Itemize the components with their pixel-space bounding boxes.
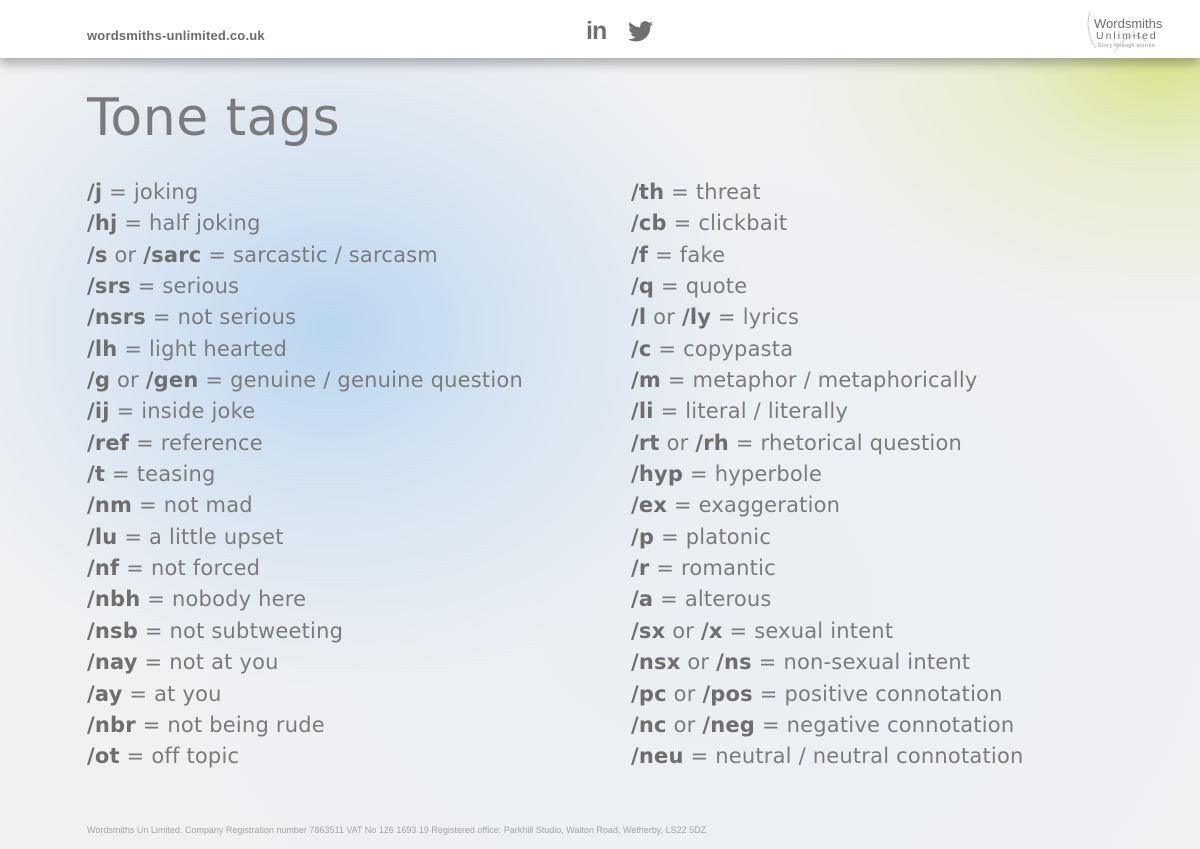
tone-tag-row	[631, 524, 1024, 555]
tone-tag-row	[87, 555, 523, 586]
tag-code: /r	[631, 556, 650, 581]
tag-code: /hyp	[631, 462, 684, 487]
equals-sign: =	[661, 524, 679, 549]
tag-code: /rh	[695, 430, 729, 455]
tag-code: /sx	[631, 618, 666, 643]
equals-sign: =	[205, 368, 224, 393]
tag-code: /a	[631, 587, 654, 612]
tag-meaning: not serious	[177, 305, 297, 330]
tag-code: /t	[87, 462, 106, 487]
tag-meaning: a little upset	[149, 524, 284, 549]
tag-code: /nsx	[631, 650, 681, 675]
tag-code: /nm	[87, 493, 133, 518]
tone-tag-row	[87, 743, 523, 774]
tag-list-left	[87, 179, 523, 775]
social-links	[586, 18, 653, 44]
tone-tag-row	[87, 712, 523, 743]
tone-tag-row	[631, 210, 1024, 241]
tag-meaning: exaggeration	[698, 493, 841, 518]
equals-sign: =	[126, 744, 145, 769]
tag-meaning: not at you	[169, 650, 279, 675]
equals-sign: =	[137, 274, 156, 299]
tag-meaning: inside joke	[141, 399, 256, 424]
tag-meaning: alterous	[684, 587, 772, 612]
tag-code: /gen	[145, 368, 199, 393]
tone-tag-row	[631, 743, 1024, 774]
equals-sign: =	[124, 524, 143, 549]
tone-tag-row	[631, 398, 1024, 429]
tag-code: /th	[631, 180, 665, 204]
equals-sign: =	[129, 681, 148, 706]
tag-code: /q	[631, 274, 655, 299]
equals-sign: =	[735, 430, 754, 455]
tag-meaning: reference	[160, 430, 263, 455]
tone-tag-row	[87, 430, 523, 461]
or-separator: or	[666, 430, 689, 455]
equals-sign: =	[690, 462, 708, 487]
tag-meaning: nobody here	[171, 587, 307, 612]
tag-code: /nbh	[87, 587, 141, 612]
tone-tag-row	[631, 336, 1024, 367]
or-separator: or	[653, 305, 676, 330]
tag-meaning: negative connotation	[786, 712, 1015, 737]
tag-meaning: clickbait	[698, 211, 788, 236]
tone-tag-row	[87, 618, 523, 649]
tag-code: /nsrs	[87, 305, 146, 330]
tag-meaning: joking	[133, 180, 199, 204]
or-separator: or	[673, 712, 696, 737]
tone-tag-row	[631, 367, 1024, 398]
equals-sign: =	[729, 618, 748, 643]
tag-code: /ij	[87, 399, 110, 424]
tag-code: /pos	[702, 681, 753, 706]
tag-code: /ly	[681, 305, 712, 330]
tone-tag-row	[631, 712, 1024, 743]
tag-meaning: sexual intent	[754, 618, 894, 643]
tag-code: /cb	[631, 211, 667, 236]
tone-tag-row	[87, 649, 523, 680]
tone-tag-row	[631, 681, 1024, 712]
equals-sign: =	[667, 368, 686, 393]
equals-sign: =	[661, 274, 679, 299]
tag-meaning: sarcastic / sarcasm	[232, 242, 438, 267]
tone-tag-row	[87, 586, 523, 617]
tag-meaning: copypasta	[683, 336, 794, 361]
tone-tag-row	[631, 586, 1024, 617]
or-separator: or	[117, 368, 139, 393]
tag-code: /ns	[716, 650, 752, 675]
or-separator: or	[687, 650, 710, 675]
tone-tag-row	[631, 618, 1024, 649]
tag-code: /srs	[87, 274, 131, 299]
tag-code: /x	[701, 618, 723, 643]
tag-meaning: rhetorical question	[760, 430, 962, 455]
tag-meaning: at you	[154, 681, 222, 706]
tag-code: /nay	[87, 650, 138, 675]
tag-code: /ref	[87, 430, 130, 455]
equals-sign: =	[152, 305, 171, 330]
equals-sign: =	[671, 180, 689, 204]
tag-code: /sarc	[143, 242, 202, 267]
tag-code: /ex	[631, 493, 668, 518]
tag-code: /ay	[87, 681, 123, 706]
tone-tag-row	[87, 304, 523, 335]
tag-code: /ot	[87, 744, 120, 769]
equals-sign: =	[124, 336, 143, 361]
tag-code: /nsb	[87, 618, 138, 643]
tone-tag-row	[87, 210, 523, 241]
tag-meaning: positive connotation	[784, 681, 1003, 706]
tone-tag-row	[631, 304, 1024, 335]
tag-meaning: neutral / neutral connotation	[715, 744, 1024, 769]
tag-meaning: platonic	[685, 524, 772, 549]
tone-tag-row	[631, 273, 1024, 304]
tag-code: /s	[87, 242, 108, 267]
tone-tag-row	[87, 524, 523, 555]
equals-sign: =	[124, 211, 143, 236]
equals-sign: =	[690, 744, 709, 769]
equals-sign: =	[147, 587, 166, 612]
equals-sign: =	[758, 650, 777, 675]
equals-sign: =	[144, 618, 163, 643]
linkedin-icon[interactable]: in	[586, 17, 607, 45]
header-bar	[0, 0, 1200, 58]
or-separator: or	[672, 618, 695, 643]
tag-meaning: not mad	[163, 493, 253, 518]
tag-code: /lh	[87, 336, 118, 361]
tag-meaning: non-sexual intent	[783, 650, 971, 675]
tag-meaning: not being rude	[167, 712, 325, 737]
tone-tag-row	[631, 430, 1024, 461]
equals-sign: =	[142, 712, 161, 737]
equals-sign: =	[673, 211, 692, 236]
logo-line2: Unlimited	[1096, 30, 1158, 42]
site-url-link[interactable]: wordsmiths-unlimited.co.uk	[87, 28, 265, 43]
tone-tag-row	[87, 179, 523, 210]
equals-sign: =	[673, 493, 692, 518]
tag-code: /p	[631, 524, 655, 549]
equals-sign: =	[658, 336, 677, 361]
tag-meaning: literal / literally	[685, 399, 849, 424]
tone-tag-row	[87, 461, 523, 492]
equals-sign: =	[126, 556, 145, 581]
tag-code: /neu	[631, 744, 684, 769]
tag-meaning: light hearted	[149, 336, 288, 361]
tag-code: /pc	[631, 681, 667, 706]
tone-tag-row	[631, 492, 1024, 523]
tag-code: /g	[87, 368, 111, 393]
tag-code: /li	[631, 399, 654, 424]
tag-meaning: not subtweeting	[169, 618, 344, 643]
equals-sign: =	[109, 180, 127, 204]
equals-sign: =	[655, 242, 673, 267]
tag-code: /f	[631, 242, 649, 267]
tag-meaning: off topic	[151, 744, 240, 769]
tag-meaning: fake	[679, 242, 726, 267]
tag-list-right	[631, 179, 1024, 775]
equals-sign: =	[139, 493, 157, 518]
tag-meaning: teasing	[136, 462, 216, 487]
tone-tag-row	[87, 367, 523, 398]
tag-code: /neg	[702, 712, 756, 737]
tone-tag-row	[631, 649, 1024, 680]
tone-tag-row	[631, 461, 1024, 492]
tone-tag-row	[87, 398, 523, 429]
tone-tag-row	[87, 242, 523, 273]
equals-sign: =	[759, 681, 778, 706]
tone-tag-row	[631, 555, 1024, 586]
tone-tag-row	[87, 336, 523, 367]
tag-code: /nc	[631, 712, 667, 737]
tag-meaning: threat	[695, 180, 761, 204]
tag-meaning: lyrics	[742, 305, 800, 330]
tag-meaning: not forced	[150, 556, 261, 581]
equals-sign: =	[718, 305, 736, 330]
tag-meaning: romantic	[681, 556, 776, 581]
equals-sign: =	[136, 430, 154, 455]
tag-meaning: half joking	[149, 211, 261, 236]
equals-sign: =	[656, 556, 675, 581]
equals-sign: =	[660, 587, 678, 612]
tag-code: /rt	[631, 430, 660, 455]
tag-meaning: serious	[162, 274, 240, 299]
or-separator: or	[673, 681, 696, 706]
tag-code: /lu	[87, 524, 118, 549]
tag-code: /nbr	[87, 712, 136, 737]
tag-meaning: metaphor / metaphorically	[692, 368, 978, 393]
page-title: Tone tags	[87, 88, 341, 148]
tone-tag-row	[87, 492, 523, 523]
wordsmiths-logo[interactable]	[1084, 8, 1180, 54]
tag-code: /l	[631, 305, 647, 330]
logo-line1: Wordsmiths	[1094, 16, 1163, 31]
or-separator: or	[114, 242, 137, 267]
tag-meaning: genuine / genuine question	[230, 368, 523, 393]
tag-code: /c	[631, 336, 652, 361]
tag-code: /m	[631, 368, 661, 393]
equals-sign: =	[660, 399, 679, 424]
tag-meaning: hyperbole	[714, 462, 823, 487]
tone-tag-row	[631, 179, 1024, 210]
equals-sign: =	[112, 462, 130, 487]
tag-meaning: quote	[685, 274, 748, 299]
tone-tag-row	[631, 242, 1024, 273]
tag-code: /hj	[87, 211, 118, 236]
twitter-icon[interactable]	[628, 21, 653, 42]
equals-sign: =	[208, 242, 227, 267]
tone-tag-row	[87, 273, 523, 304]
logo-tagline: Glory through stories	[1098, 43, 1155, 49]
equals-sign: =	[761, 712, 780, 737]
equals-sign: =	[116, 399, 135, 424]
equals-sign: =	[144, 650, 163, 675]
tag-code: /j	[87, 180, 103, 204]
footer-company-info: Wordsmiths Un Limited. Company Registration number 7863511 VAT No 126 1693 19 Registered office: Parkhill Studio, Walton Road, Wetherby, LS22 5DZ	[87, 825, 707, 835]
tone-tag-row	[87, 681, 523, 712]
tag-code: /nf	[87, 556, 120, 581]
